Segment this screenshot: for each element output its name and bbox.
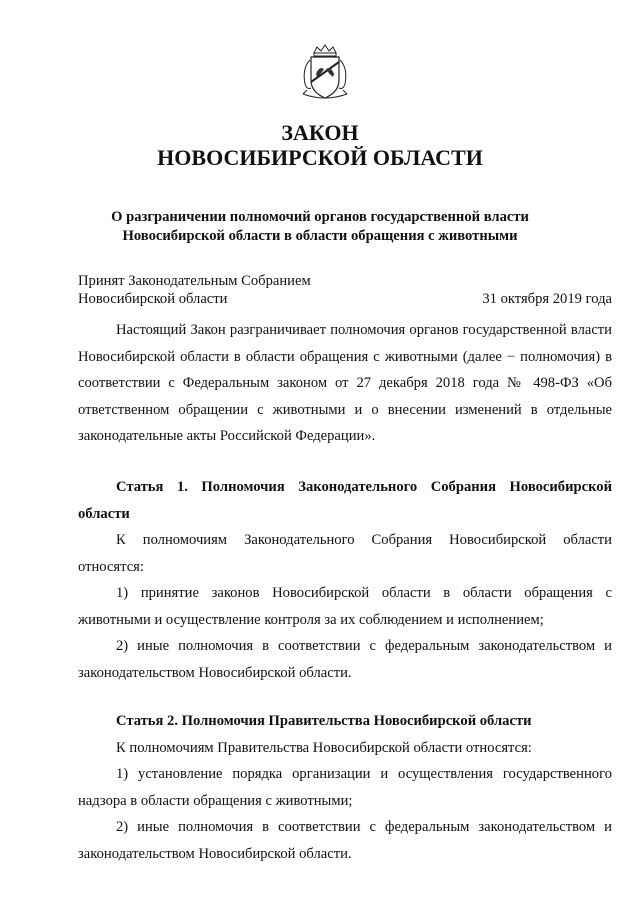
article-1-section [78, 474, 612, 686]
article-2-item: 1) установление порядка организации и осуществления государственного надзора в области обращения с животными; [78, 766, 612, 809]
adoption-info [78, 272, 612, 308]
article-2-intro: К полномочиям Правительства Новосибирской области относятся: [116, 739, 532, 756]
article-2-section [78, 708, 612, 867]
adoption-line2: Новосибирской области [78, 291, 228, 307]
article-1-intro: К полномочиям Законодательного Собрания Новосибирской области относятся: [78, 532, 612, 575]
law-title-line1: ЗАКОН [281, 120, 359, 145]
law-title-line2: НОВОСИБИРСКОЙ ОБЛАСТИ [157, 145, 483, 170]
article-2-item: 2) иные полномочия в соответствии с федеральным законодательством и законодательством Новосибирской области. [78, 819, 612, 862]
law-subtitle [0, 208, 640, 246]
preamble-section [78, 317, 612, 450]
coat-of-arms-icon [297, 44, 353, 102]
law-subtitle-line1: О разграничении полномочий органов государственной власти [111, 209, 529, 225]
article-2-heading: Статья 2. Полномочия Правительства Новосибирской области [116, 713, 532, 729]
article-1-item: 1) принятие законов Новосибирской области в области обращения с животными и осуществление контроля за их соблюдением и исполнением; [78, 585, 612, 628]
law-subtitle-line2: Новосибирской области в области обращения с животными [122, 228, 518, 244]
article-1-item: 2) иные полномочия в соответствии с федеральным законодательством и законодательством Новосибирской области. [78, 638, 612, 681]
adoption-line1: Принят Законодательным Собранием [78, 273, 311, 289]
article-1-heading: Статья 1. Полномочия Законодательного Собрания Новосибирской области [78, 479, 612, 522]
adoption-date: 31 октября 2019 года [482, 291, 612, 307]
preamble-paragraph: Настоящий Закон разграничивает полномочия органов государственной власти Новосибирской области в области обращения с животными (далее − полномочия) в соответствии с Федеральным законом от 27 декабря 2018 года № 498-ФЗ «Об ответственном обращении с животными и о внесении изменений в отдельные законодательные акты Российской Федерации». [78, 322, 612, 444]
law-title [0, 120, 640, 170]
